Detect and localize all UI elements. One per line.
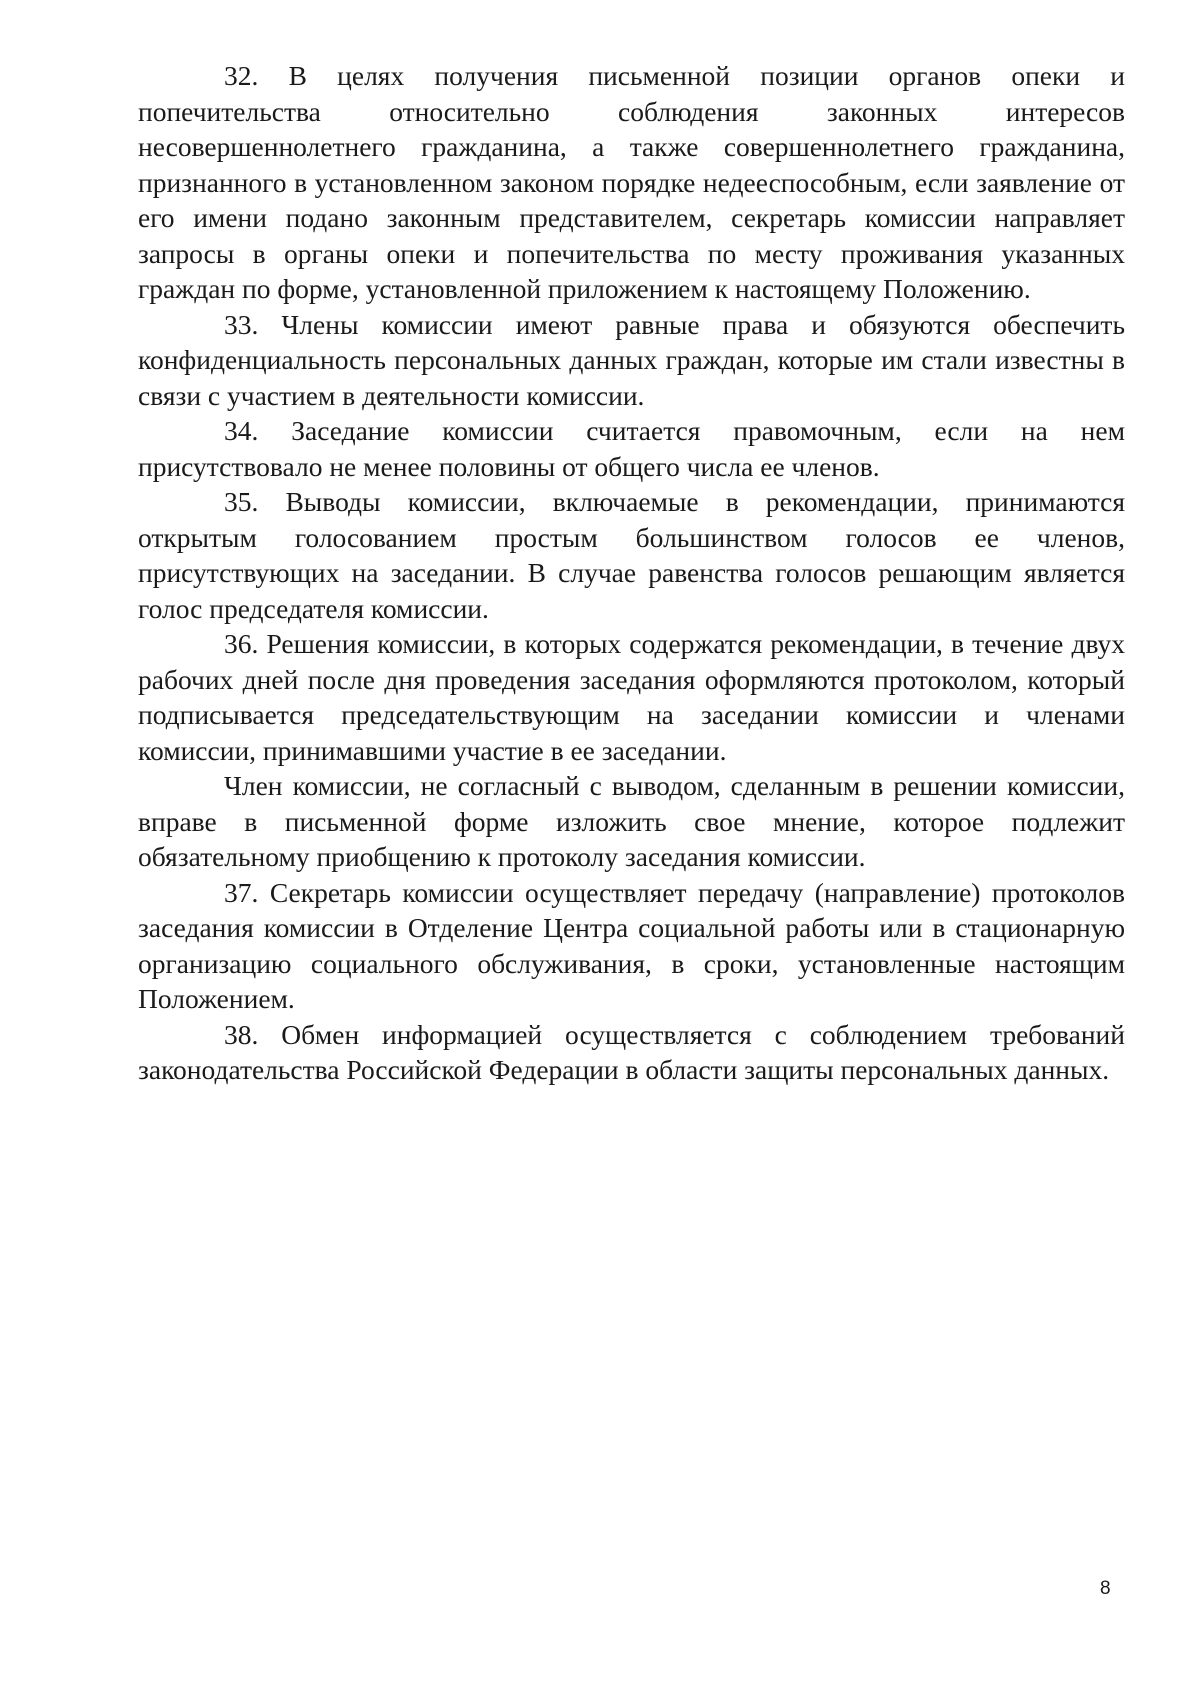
- paragraph-33: 33. Члены комиссии имеют равные права и обязуются обеспечить конфиденциальность персональных данных граждан, которые им стали известны в связи с участием в деятельности комиссии.: [138, 308, 1125, 411]
- document-body: [138, 58, 1125, 1088]
- page-number: 8: [1100, 1578, 1111, 1599]
- paragraph-38: 38. Обмен информацией осуществляется с соблюдением требований законодательства Российской Федерации в области защиты персональных данных.: [138, 1018, 1125, 1085]
- paragraph-36-dissent: Член комиссии, не согласный с выводом, сделанным в решении комиссии, вправе в письменной форме изложить свое мнение, которое подлежит обязательному приобщению к протоколу заседания комиссии.: [138, 770, 1125, 872]
- paragraph-34: 34. Заседание комиссии считается правомочным, если на нем присутствовало не менее половины от общего числа ее членов.: [138, 415, 1125, 482]
- paragraph-35: 35. Выводы комиссии, включаемые в рекомендации, принимаются открытым голосованием простым большинством голосов ее членов, присутствующих на заседании. В случае равенства голосов решающим является голос председателя комиссии.: [138, 486, 1125, 624]
- paragraph-36: 36. Решения комиссии, в которых содержатся рекомендации, в течение двух рабочих дней после дня проведения заседания оформляются протоколом, который подписывается председательствующим на заседании комиссии и членами комиссии, принимавшими участие в ее заседании.: [138, 628, 1125, 766]
- paragraph-37: 37. Секретарь комиссии осуществляет передачу (направление) протоколов заседания комиссии в Отделение Центра социальной работы или в стационарную организацию социального обслуживания, в сроки, установленные настоящим Положением.: [138, 876, 1125, 1014]
- paragraph-32: 32. В целях получения письменной позиции органов опеки и попечительства относительно соблюдения законных интересов несовершеннолетнего гражданина, а также совершеннолетнего гражданина, признанного в установленном законом порядке недееспособным, если заявление от его имени подано законным представителем, секретарь комиссии направляет запросы в органы опеки и попечительства по месту проживания указанных граждан по форме, установленной приложением к настоящему Положению.: [138, 60, 1125, 304]
